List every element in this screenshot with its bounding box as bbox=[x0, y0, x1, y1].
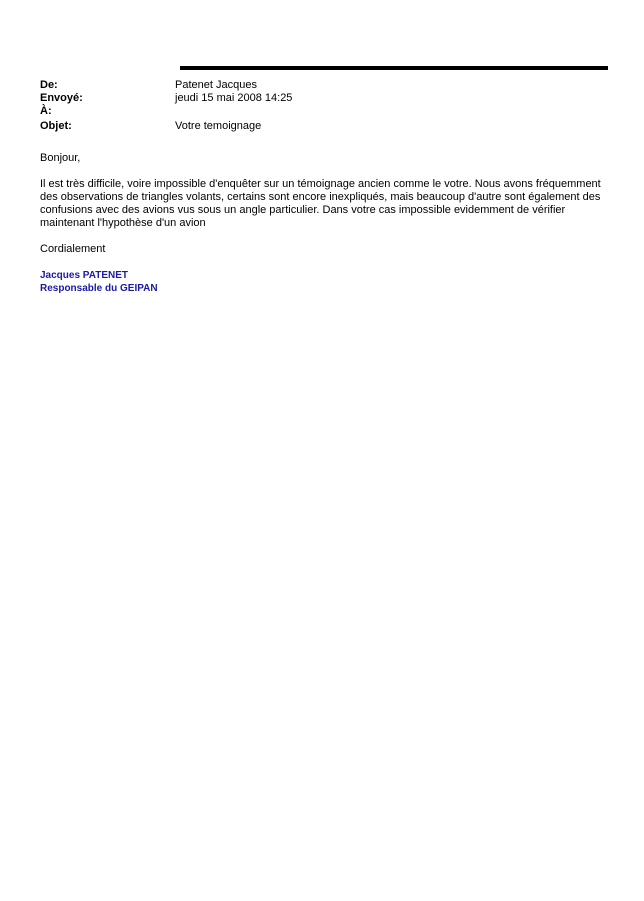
message-line: maintenant l'hypothèse d'un avion bbox=[40, 217, 206, 229]
message-paragraph bbox=[40, 178, 605, 230]
email-header bbox=[40, 79, 600, 133]
from-label: De: bbox=[40, 79, 58, 91]
subject-value: Votre temoignage bbox=[175, 120, 262, 132]
email-body bbox=[40, 152, 605, 295]
to-label: À: bbox=[40, 105, 52, 117]
header-divider bbox=[180, 66, 608, 70]
message-line: des observations de triangles volants, certains sont encore inexpliqués, mais beaucoup d'autre sont également des bbox=[40, 191, 601, 203]
header-row-from bbox=[40, 79, 600, 92]
message-line: confusions avec des avions vus sous un angle particulier. Dans votre cas impossible evidemment de vérifier bbox=[40, 204, 566, 216]
header-row-sent bbox=[40, 92, 600, 105]
sent-label: Envoyé: bbox=[40, 92, 83, 104]
closing: Cordialement bbox=[40, 243, 106, 255]
signature-title: Responsable du GEIPAN bbox=[40, 283, 158, 294]
message-line: Il est très difficile, voire impossible d'enquêter sur un témoignage ancien comme le votre. Nous avons fréquemment bbox=[40, 178, 601, 190]
from-value: Patenet Jacques bbox=[175, 79, 257, 91]
greeting: Bonjour, bbox=[40, 152, 81, 164]
subject-label: Objet: bbox=[40, 120, 72, 132]
header-row-to bbox=[40, 105, 600, 118]
signature-block bbox=[40, 269, 605, 295]
header-row-subject bbox=[40, 120, 600, 133]
sent-value: jeudi 15 mai 2008 14:25 bbox=[175, 92, 293, 104]
signature-name: Jacques PATENET bbox=[40, 270, 128, 281]
